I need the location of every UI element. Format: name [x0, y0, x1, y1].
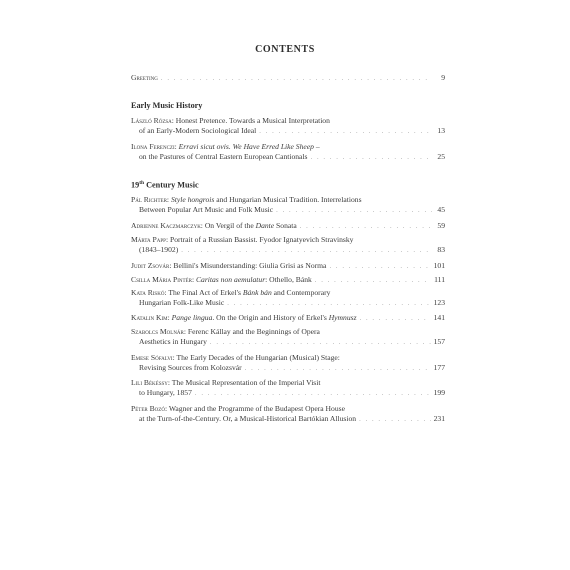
- toc-text: The Early Decades of the Hungarian (Musical) Stage:: [176, 353, 340, 362]
- toc-text: Lili Békéssy:: [131, 378, 170, 387]
- toc-text: The Musical Representation of the Imperial Visit: [171, 378, 321, 387]
- toc-text: Bánk bán: [242, 288, 272, 297]
- toc-entry: [131, 235, 445, 256]
- dot-leader: [360, 314, 431, 324]
- dot-leader: [315, 276, 431, 286]
- toc-entry: [131, 327, 445, 348]
- dot-leader: [181, 246, 432, 256]
- dot-leader: [245, 364, 431, 374]
- toc-text: Style hongrois: [170, 195, 215, 204]
- toc-entry: [131, 313, 445, 324]
- toc-text: Csilla Mária Pintér:: [131, 275, 195, 284]
- toc-text: Emese Sófalvi:: [131, 353, 175, 362]
- toc-text: Aesthetics in Hungary: [139, 337, 207, 347]
- toc-text: at the Turn-of-the-Century. Or, a Musical-Historical Bartókian Allusion: [139, 414, 357, 424]
- dot-leader: [161, 74, 432, 84]
- dot-leader: [210, 338, 431, 348]
- toc-entry: [131, 142, 445, 163]
- toc-text: Sonata: [274, 221, 297, 230]
- page-number: 111: [434, 275, 445, 284]
- dot-leader: [359, 415, 431, 425]
- toc-text: Erravi sicut ovis. We Have Erred Like Sheep –: [178, 142, 320, 151]
- dot-leader: [259, 127, 432, 137]
- dot-leader: [300, 222, 432, 232]
- toc-text: on the Pastures of Central Eastern European Cantionals: [139, 152, 308, 162]
- toc-text: Portrait of a Russian Bassist. Fyodor Ignatyevich Stravinsky: [169, 235, 354, 244]
- section-heading: [131, 180, 199, 190]
- dot-leader: [276, 206, 432, 216]
- toc-text: Caritas non aemulatur: [195, 275, 266, 284]
- toc-text: Szabolcs Molnár:: [131, 327, 186, 336]
- page-number: 9: [441, 73, 445, 82]
- toc-text: Pange lingua: [171, 313, 213, 322]
- toc-text: The Final Act of Erkel's: [168, 288, 243, 297]
- toc-entry: [131, 288, 445, 309]
- page-number: 177: [433, 363, 445, 373]
- toc-text: (1843–1902): [139, 245, 179, 255]
- toc-entry-greeting: [131, 73, 445, 84]
- toc-text: Kata Riskó:: [131, 288, 167, 297]
- toc-text: Katalin Kim:: [131, 313, 170, 322]
- toc-text: Revising Sources from Kolozsvár: [139, 363, 242, 373]
- toc-text: Adrienne Kaczmarczyk:: [131, 221, 203, 230]
- page-number: 199: [433, 388, 445, 398]
- page-title: CONTENTS: [255, 44, 315, 55]
- greeting-label: Greeting: [131, 73, 158, 82]
- toc-entry: [131, 261, 445, 272]
- toc-text: Century Music: [144, 180, 199, 190]
- toc-text: Hungarian Folk-Like Music: [139, 298, 225, 308]
- toc-text: of an Early-Modern Sociological Ideal: [139, 126, 257, 136]
- toc-text: Péter Bozó:: [131, 404, 168, 413]
- toc-text: Wagner and the Programme of the Budapest Opera House: [168, 404, 345, 413]
- toc-text: László Rózsa:: [131, 116, 174, 125]
- toc-entry: [131, 404, 445, 425]
- toc-entry: [131, 116, 445, 137]
- toc-text: and Hungarian Musical Tradition. Interrelations: [214, 195, 362, 204]
- page-number: 83: [437, 245, 445, 255]
- toc-text: Judit Zsovár:: [131, 261, 172, 270]
- toc-entry: [131, 221, 445, 232]
- toc-text: : Othello, Bánk: [265, 275, 312, 284]
- page-number: 13: [437, 126, 445, 136]
- page-number: 59: [437, 221, 445, 230]
- toc-text: Hymnusz: [328, 313, 357, 322]
- toc-text: Ferenc Kállay and the Beginnings of Opera: [187, 327, 320, 336]
- toc-text: Pál Richter:: [131, 195, 170, 204]
- dot-leader: [227, 299, 430, 309]
- toc-text: Ilona Ferenczi:: [131, 142, 177, 151]
- toc-text: Honest Pretence. Towards a Musical Interpretation: [175, 116, 330, 125]
- toc-text: Bellini's Misunderstanding: Giulia Grisi as Norma: [173, 261, 327, 270]
- toc-text: Dante: [255, 221, 275, 230]
- page-number: 157: [433, 337, 445, 347]
- dot-leader: [329, 262, 430, 272]
- section-heading: Early Music History: [131, 101, 203, 110]
- page-number: 45: [437, 205, 445, 215]
- toc-entry: [131, 275, 445, 286]
- toc-entry: [131, 195, 445, 216]
- toc-entry: [131, 378, 445, 399]
- toc-text: th: [139, 180, 145, 186]
- toc-text: Márta Papp:: [131, 235, 169, 244]
- page-number: 123: [433, 298, 445, 308]
- page-number: 101: [433, 261, 445, 270]
- toc-text: On Vergil of the: [204, 221, 256, 230]
- toc-text: and Contemporary: [271, 288, 331, 297]
- toc-text: Between Popular Art Music and Folk Music: [139, 205, 274, 215]
- toc-text: . On the Origin and History of Erkel's: [212, 313, 329, 322]
- toc-text: to Hungary, 1857: [139, 388, 192, 398]
- toc-entry: [131, 353, 445, 374]
- dot-leader: [311, 153, 433, 163]
- page-number: 141: [433, 313, 445, 322]
- page-number: 25: [437, 152, 445, 162]
- page-number: 231: [433, 414, 445, 424]
- toc-text: 19: [131, 180, 140, 190]
- dot-leader: [195, 389, 431, 399]
